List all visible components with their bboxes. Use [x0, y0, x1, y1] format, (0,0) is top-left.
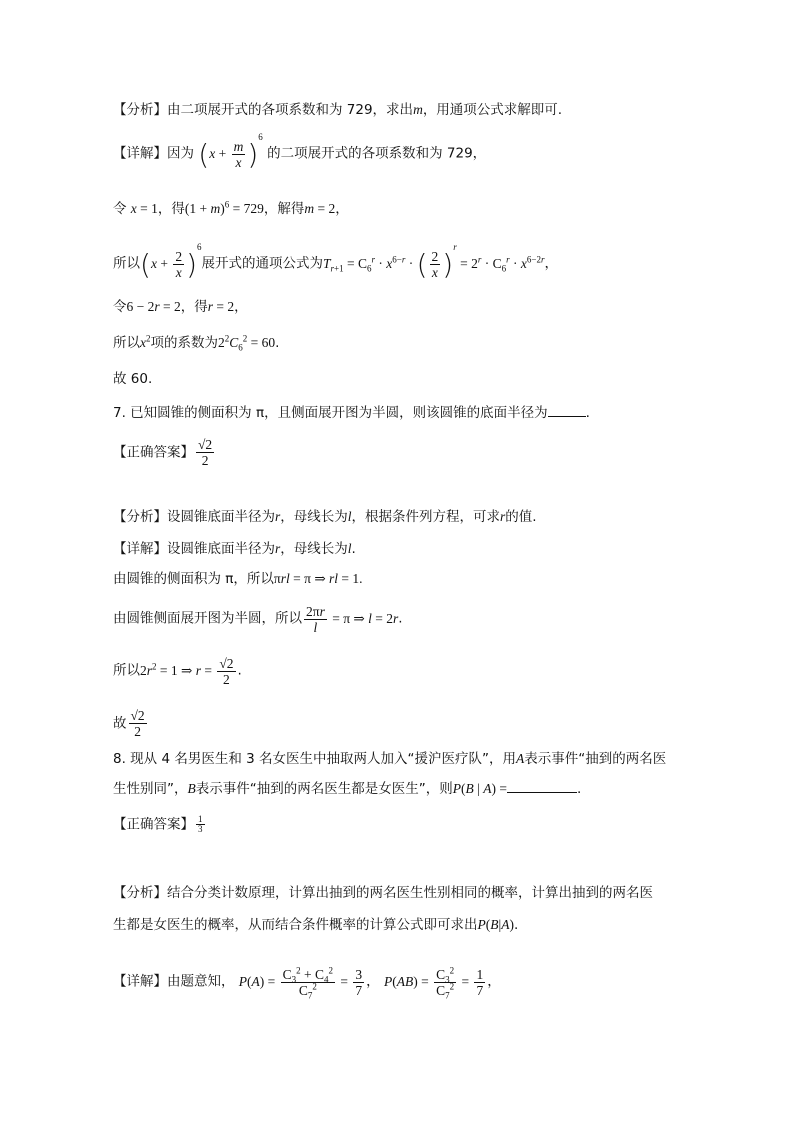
answer-tag: 【正确答案】: [113, 444, 194, 461]
q8-question-line2: 生性别同”，B表示事件“抽到的两名医生都是女医生”，则P(B | A) = .: [113, 781, 582, 797]
q7-line4: 由圆锥侧面展开图为半圆，所以 $\frac{2\pi r}{l}$ = π ⇒ l = 2r.: [113, 604, 403, 635]
q7-analysis: 【分析】设圆锥底面半径为r，母线长为l，根据条件列方程，可求r的值.: [113, 509, 537, 525]
q8-question-line1: 8. 现从 4 名男医生和 3 名女医生中抽取两人加入“援沪医疗队”，用A表示事件“抽到的两名医: [113, 751, 667, 767]
q7-line5: 所以$2r^2 = 1$ ⇒ r = $\frac{√2}{2}$ .: [113, 656, 242, 687]
answer-blank: [507, 792, 577, 793]
p6-line5: 令6 − 2r = 2，得r = 2，: [113, 299, 248, 315]
q7-conclusion: 故 $\frac{√2}{2}$: [113, 708, 145, 739]
q7-line3: 由圆锥的侧面积为 π，所以πrl = π ⇒ rl = 1.: [113, 571, 363, 587]
answer-blank: [548, 416, 586, 417]
p6-line4: 所以(x + $\frac{2}{x}$ )$^6$展开式的通项公式为$T_{r+1} = C_6^r \cdot x^{6-r}$ · ( $\frac{2}{x}$ )$^r = 2^r \cdot C_6^r \cdot x^{6-2r}$，: [113, 242, 558, 281]
q8-answer: 【正确答案】 $\frac{1}{3}$: [113, 814, 203, 834]
analysis-tag: 【分析】: [113, 102, 167, 118]
q8-analysis-line1: 【分析】结合分类计数原理，计算出抽到的两名医生性别相同的概率，计算出抽到的两名医: [113, 885, 653, 901]
p6-detail: 【详解】因为 (x + $\frac{m}{x}$ )$^6$ 的二项展开式的各项系数和为 729，: [113, 132, 487, 171]
detail-tag: 【详解】: [113, 145, 167, 162]
q7-detail: 【详解】设圆锥底面半径为r，母线长为l.: [113, 541, 356, 557]
p6-conclusion: 故 60.: [113, 371, 153, 387]
detail-tag: 【详解】: [113, 541, 167, 557]
p6-line6: 所以$x^2$项的系数为$2^2C_6^2 = 60$.: [113, 333, 280, 353]
binomial-expression: (x + $\frac{m}{x}$ )$^6$: [198, 132, 263, 171]
q8-detail: 【详解】由题意知， P(A) = $\frac{C_3^2 + C_4^2}{C_7^2}$ = $\frac{3}{7}$ ， P(AB) = $\frac{C_3^2}{C_7^2}$ = $\frac{1}{7}$ ，: [113, 965, 501, 1001]
q7-answer: 【正确答案】 $\frac{√2}{2}$: [113, 437, 213, 468]
q8-analysis-line2: 生都是女医生的概率，从而结合条件概率的计算公式即可求出P(B|A).: [113, 917, 519, 933]
analysis-tag: 【分析】: [113, 885, 167, 901]
detail-tag: 【详解】: [113, 973, 167, 990]
analysis-tag: 【分析】: [113, 509, 167, 525]
q7-question: 7. 已知圆锥的侧面积为 π，且侧面展开图为半圆，则该圆锥的底面半径为 .: [113, 405, 590, 421]
answer-tag: 【正确答案】: [113, 816, 194, 833]
p6-analysis: 【分析】由二项展开式的各项系数和为 729，求出m，用通项公式求解即可.: [113, 102, 563, 118]
p6-line3: 令 x = 1，得$(1 + m)^6 = 729$，解得m = 2，: [113, 199, 349, 217]
